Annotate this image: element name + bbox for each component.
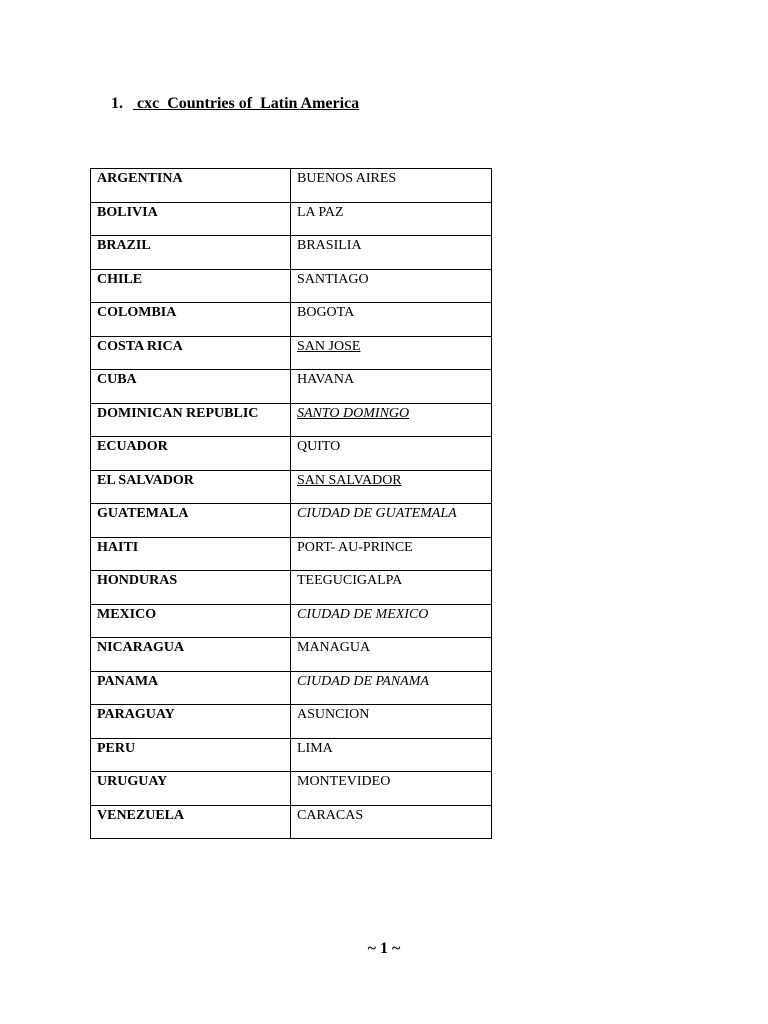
capital-cell: CIUDAD DE MEXICO: [291, 604, 492, 638]
table-body: [91, 169, 492, 839]
capital-cell: PORT- AU-PRINCE: [291, 537, 492, 571]
country-cell: PERU: [91, 738, 291, 772]
countries-capitals-table: [90, 168, 492, 839]
country-cell: ARGENTINA: [91, 169, 291, 203]
capital-cell: SAN SALVADOR: [291, 470, 492, 504]
capital-cell: LIMA: [291, 738, 492, 772]
heading-title: cxc Countries of Latin America: [133, 95, 360, 112]
table-row: [91, 169, 492, 203]
capital-cell: SANTO DOMINGO: [291, 403, 492, 437]
table-row: [91, 671, 492, 705]
country-cell: ECUADOR: [91, 437, 291, 471]
country-cell: CHILE: [91, 269, 291, 303]
table-row: [91, 370, 492, 404]
table-row: [91, 236, 492, 270]
country-cell: EL SALVADOR: [91, 470, 291, 504]
capital-cell: MONTEVIDEO: [291, 772, 492, 806]
country-cell: GUATEMALA: [91, 504, 291, 538]
table-row: [91, 403, 492, 437]
country-cell: DOMINICAN REPUBLIC: [91, 403, 291, 437]
country-cell: CUBA: [91, 370, 291, 404]
table-row: [91, 537, 492, 571]
capital-cell: CIUDAD DE PANAMA: [291, 671, 492, 705]
country-cell: BRAZIL: [91, 236, 291, 270]
capital-cell: CIUDAD DE GUATEMALA: [291, 504, 492, 538]
table-row: [91, 303, 492, 337]
table-row: [91, 269, 492, 303]
heading-number: 1.: [111, 95, 123, 112]
capital-cell: QUITO: [291, 437, 492, 471]
capital-cell: SANTIAGO: [291, 269, 492, 303]
table-row: [91, 604, 492, 638]
country-cell: COSTA RICA: [91, 336, 291, 370]
country-cell: PARAGUAY: [91, 705, 291, 739]
capital-cell: BUENOS AIRES: [291, 169, 492, 203]
table-row: [91, 470, 492, 504]
table-row: [91, 571, 492, 605]
document-heading: [111, 94, 359, 114]
table-row: [91, 772, 492, 806]
country-cell: NICARAGUA: [91, 638, 291, 672]
capital-cell: BOGOTA: [291, 303, 492, 337]
table-row: [91, 638, 492, 672]
country-cell: COLOMBIA: [91, 303, 291, 337]
capital-cell: ASUNCION: [291, 705, 492, 739]
table-row: [91, 805, 492, 839]
country-cell: HONDURAS: [91, 571, 291, 605]
capital-cell: BRASILIA: [291, 236, 492, 270]
capital-cell: TEEGUCIGALPA: [291, 571, 492, 605]
table-row: [91, 437, 492, 471]
table-row: [91, 738, 492, 772]
capital-cell: CARACAS: [291, 805, 492, 839]
country-cell: PANAMA: [91, 671, 291, 705]
country-cell: HAITI: [91, 537, 291, 571]
table-row: [91, 504, 492, 538]
capital-cell: HAVANA: [291, 370, 492, 404]
page-number: ~ 1 ~: [367, 940, 401, 957]
country-cell: VENEZUELA: [91, 805, 291, 839]
capital-cell: SAN JOSE: [291, 336, 492, 370]
country-cell: BOLIVIA: [91, 202, 291, 236]
table-row: [91, 202, 492, 236]
country-cell: URUGUAY: [91, 772, 291, 806]
table-row: [91, 705, 492, 739]
capital-cell: LA PAZ: [291, 202, 492, 236]
table-row: [91, 336, 492, 370]
country-cell: MEXICO: [91, 604, 291, 638]
capital-cell: MANAGUA: [291, 638, 492, 672]
